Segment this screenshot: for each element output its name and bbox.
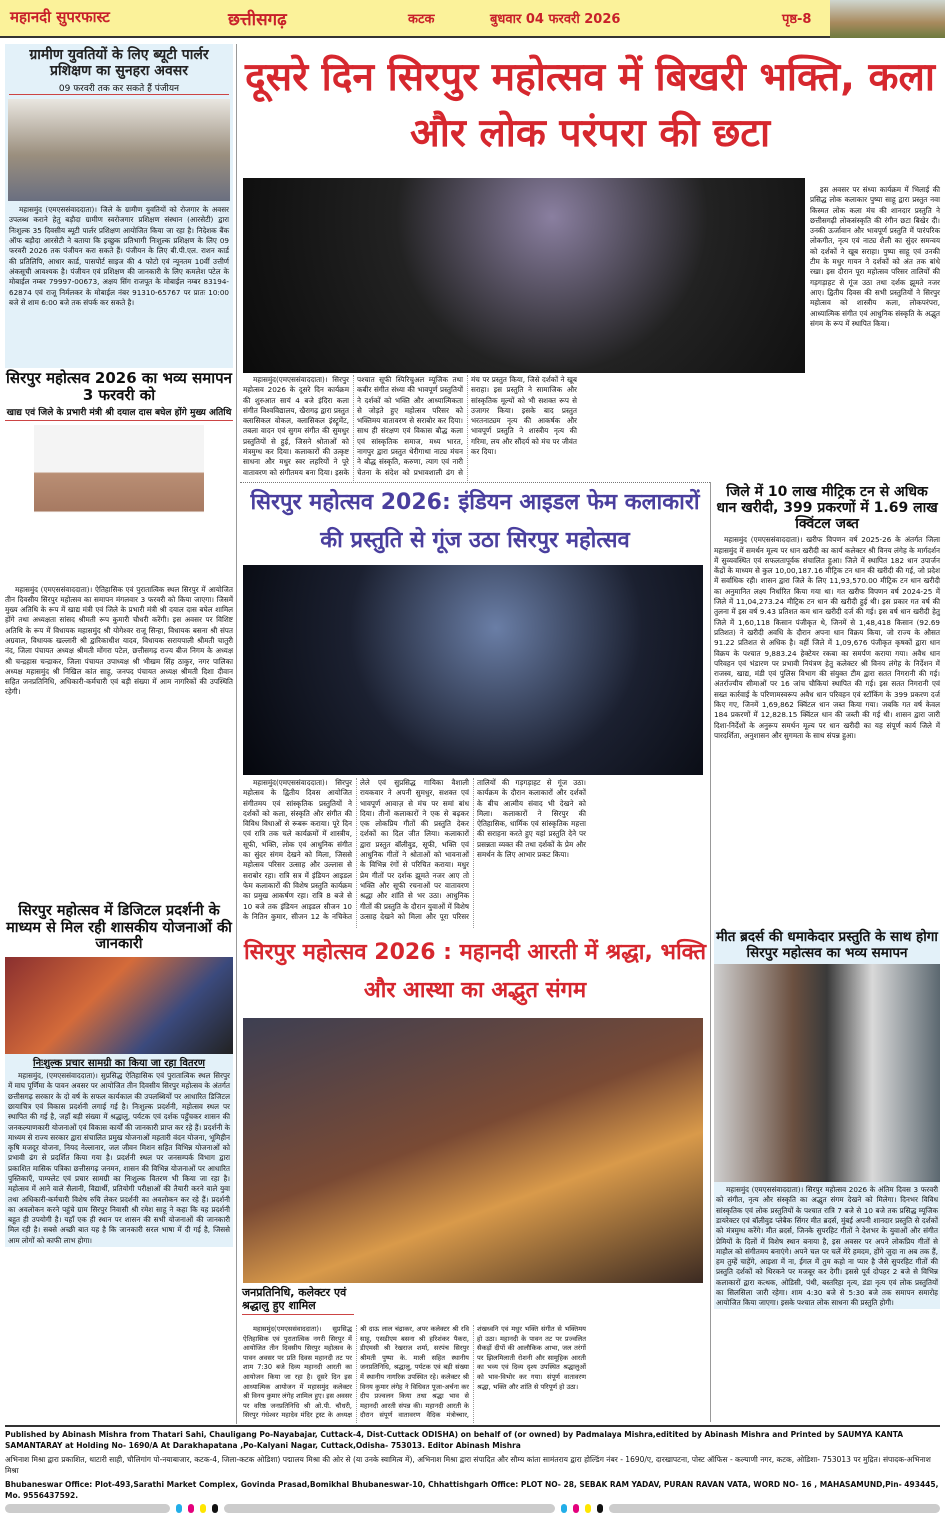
masthead — [0, 0, 945, 38]
headline: सिरपुर महोत्सव 2026 का भव्य समापन 3 फरवरी को — [6, 369, 232, 405]
aarti-photo — [243, 1018, 703, 1283]
main-article-body: महासमुंद(एमएससंवाददाता)। सिरपुर महोत्सव 2026 के दूसरे दिन कार्यक्रम की शुरुआत सायं 4 बजे इंदिरा कला संगीत विश्वविद्यालय, खैरागढ़ द्वारा प्रस्तुत क्लासिकल वोकल, क्लासिकल इंस्ट्रूमेंट, तबला वादन एवं सुगम संगीत की सुमधुर प्रस्तुतियों से हुई, जिसने श्रोताओं को मंत्रमुग्ध कर दिया। कलाकारों की उत्कृष्ट साधना और मधुर स्वर लहरियों ने पूरे वातावरण को संगीतमय बना दिया। इसके पश्चात सूफी स्पिरिचुअल म्यूजिक तथा कबीर संगीत संध्या की भावपूर्ण प्रस्तुतियों ने दर्शकों को भक्ति और आध्यात्मिकता से जोड़ते हुए महोत्सव परिसर को भक्तिमय वातावरण से सराबोर कर दिया। साथ ही संरक्षण एवं विकास बौद्ध कला एवं सांस्कृतिक समाज, मध्य भारत, नागपुर द्वारा प्रस्तुत थेरीगाथा नाट्य मंचन ने बौद्ध संस्कृति, करुणा, त्याग एवं नारी चेतना के संदेश को प्रभावशाली ढंग से मंच पर प्रस्तुत किया, जिसे दर्शकों ने खूब सराहा। इस प्रस्तुति ने सामाजिक और सांस्कृतिक मूल्यों को भी सशक्त रूप से उजागर किया। इसके बाद प्रस्तुत भरतनाट्यम नृत्य की आकर्षक और भावपूर्ण प्रस्तुति ने शास्त्रीय नृत्य की गरिमा, लय और सौंदर्य को मंच पर जीवंत कर दिया। — [243, 375, 577, 477]
aarti-subheadline: जनप्रतिनिधि, कलेक्टर एवं श्रद्धालु हुए शामिल — [242, 1287, 354, 1315]
imprint-hindi: अभिनाश मिश्रा द्वारा प्रकाशित, थाटारी साही, चौलिगांग पो-नयाबाजार, कटक-4, जिला-कटक ओडिशा) पद्मालय मिश्रा की ओर से (या उनके स्वामित्व में), अभिनाश मिश्रा द्वारा संपादित और सौम्य कांता सामंतराय द्वारा होल्डिंग नंबर - 1690/ए, दारखापटना, पोस्ट ऑफिस - कल्याणी नगर, कटक, ओडिशा- 753013 पर मुद्रित। संपादक-अभिनाश मिश्रा — [5, 1455, 931, 1475]
column-divider — [236, 44, 237, 1424]
stage-performance-photo — [243, 178, 805, 373]
imprint-footer — [5, 1425, 940, 1513]
article-samapan — [5, 370, 233, 698]
headline: मीत ब्रदर्स की धमाकेदार प्रस्तुति के साथ होगा सिरपुर महोत्सव का भव्य समापन — [716, 929, 938, 961]
meet-bros-photo — [714, 964, 940, 1182]
headline: सिरपुर महोत्सव में डिजिटल प्रदर्शनी के माध्यम से मिल रही शासकीय योजनाओं की जानकारी — [6, 903, 232, 953]
article-paddy-procurement — [714, 484, 940, 741]
main-side-column: इस अवसर पर संध्या कार्यक्रम में भिलाई की प्रसिद्ध लोक कलाकार पुष्पा साहू द्वारा प्रस्तुत नवा किस्मत लोक कला मंच की शानदार प्रस्तुति ने छत्तीसगढ़ी लोकसंस्कृति की रंगीन छटा बिखेर दी। उनकी ऊर्जावान और भावपूर्ण प्रस्तुति में पारंपरिक लोकगीत, नृत्य एवं नाट्य शैली का सुंदर समन्वय को दर्शकों ने खूब सराहा। पुष्पा साहू एवं उनकी टीम के मधुर गायन ने दर्शकों को अंत तक बांधे रखा। इस दौरान पूरा महोत्सव परिसर तालियों की गड़गड़ाहट से गूंज उठा तथा दर्शक झूमते नजर आए। द्वितीय दिवस की सभी प्रस्तुतियों ने सिरपुर महोत्सव को शास्त्रीय कला, लोकपरंपरा, आध्यात्मिक संगीत एवं आधुनिक संस्कृति के अद्भुत संगम के रूप में स्थापित किया। — [810, 185, 940, 328]
registration-bar — [5, 1504, 940, 1513]
exhibition-photo — [5, 957, 233, 1054]
article-body: महासमुंद (एमएससंवाददाता)। ऐतिहासिक एवं पुरातात्विक स्थल सिरपुर में आयोजित तीन दिवसीय सिरपुर महोत्सव का समापन मंगलवार 3 फरवरी को किया जाएगा। जिसमें मुख्य अतिथि के रूप में खाद्य मंत्री एवं जिले के प्रभारी मंत्री श्री दयाल दास बघेल शामिल होंगे तथा अध्यक्षता सांसद श्रीमती रूप कुमारी चौधरी करेंगी। इस अवसर पर विशिष्ट अतिथि के रूप में विधायक महासमुंद श्री योगेश्वर राजू सिन्हा, विधायक बसना श्री संपत अग्रवाल, विधायक खल्लारी श्री द्वारिकाधीश यादव, विधायक सरायपाली श्रीमती चातुरी नंद, जिला पंचायत अध्यक्ष श्रीमती मोंगरा पटेल, छत्तीसगढ़ राज्य बीज निगम के अध्यक्ष श्री चन्द्रहास चन्द्राकर, जिला पंचायत उपाध्यक्ष श्री भीखम सिंह ठाकुर, नगर पालिका अध्यक्ष महासमुंद श्री निखिल कांत साहू, जनपद पंचायत अध्यक्ष श्रीमती दिशा दीवान सहित जनप्रतिनिधि, अधिकारी-कर्मचारी एवं बड़ी संख्या में आम नागरिकों की उपस्थिति रहेगी। — [5, 584, 233, 697]
article-body: महासमुंद (एमएससंवाददाता)। जिले के ग्रामीण युवतियों को रोजगार के अवसर उपलब्ध कराने हेतु बड़ौदा ग्रामीण स्वरोजगार प्रशिक्षण संस्थान (आरसेटी) द्वारा निःशुल्क 35 दिवसीय ब्यूटी पार्लर प्रशिक्षण आयोजित किया जा रहा है। निदेशक बैंक ऑफ बड़ौदा आरसेटी ने बताया कि इच्छुक प्रतिभागी निःशुल्क प्रशिक्षण के लिए 09 फरवरी 2026 तक पंजीयन करा सकते हैं। पंजीयन के लिए बी.पी.एल. राशन कार्ड की प्रतिलिपि, आधार कार्ड, पासपोर्ट साइज की 4 फोटो एवं न्यूनतम 10वीं उत्तीर्ण अंकसूची आवश्यक है। पंजीयन एवं प्रशिक्षण की जानकारी के लिए कमलेश पटेल के मोबाईल नम्बर 79997-00673, अक्षय सिंग राजपूत के मोबाईल नम्बर 83194-62874 एवं राजू निर्मलकर के मोबाईल नंबर 91310-65767 पर प्रातः 10:00 बजे से शाम 6:00 बजे तक संपर्क कर सकते है। — [9, 205, 229, 307]
subheadline: 09 फरवरी तक कर सकते हैं पंजीयन — [9, 81, 229, 95]
paper-name: महानदी सुपरफास्ट — [10, 8, 110, 26]
edition-name: छत्तीसगढ़ — [228, 10, 287, 30]
aarti-headline: सिरपुर महोत्सव 2026 : महानदी आरती में श्रद्धा, भक्ति और आस्था का अद्भुत संगम — [243, 940, 706, 1003]
imprint-english: Published by Abinash Mishra from Thatari Sahi, Chauligang Po-Nayabajar, Cuttack-4, Dist-Cuttack ODISHA) on behalf of (or owned) by Padmalaya Mishra,editited by Abinash Mishra and Printed by SAUMYA KANTA SAMANTARAY at Holding No- 1690/A At Darakhapatana ,Po-Kalyani Nagar, Cuttack,Odisha- 753013. Editor Abinash Mishra — [5, 1430, 904, 1450]
idol-article-body: महासमुंद(एमएससंवाददाता)। सिरपुर महोत्सव के द्वितीय दिवस आयोजित संगीतमय एवं सांस्कृतिक प्रस्तुतियों ने दर्शकों को कला, संस्कृति और संगीत की विविध विधाओं से रूबरू कराया। पूरे दिन एवं रात्रि तक चले कार्यक्रमों में शास्त्रीय, सूफी, भक्ति, लोक एवं आधुनिक संगीत का सुंदर संगम देखने को मिला, जिससे महोत्सव परिसर उत्साह और उल्लास से सराबोर रहा। रात्रि सत्र में इंडियन आइडल फेम कलाकारों की विशेष प्रस्तुति कार्यक्रम का प्रमुख आकर्षण रहा। रात्रि 8 बजे से 10 बजे तक इंडियन आइडल सीजन 10 के नितिन कुमार, सीजन 12 के नचिकेत लेले एवं सुप्रसिद्ध गायिका वैशाली रायकवार ने अपनी सुमधुर, सशक्त एवं भावपूर्ण आवाज़ से मंच पर समां बांध दिया। तीनों कलाकारों ने एक से बढ़कर एक लोकप्रिय गीतों की प्रस्तुति देकर दर्शकों का दिल जीत लिया। कलाकारों द्वारा प्रस्तुत बॉलीवुड, सूफी, भक्ति एवं आधुनिक गीतों ने श्रोताओं को भावनाओं के विभिन्न रंगों से परिचित कराया। मधुर प्रेम गीतों पर दर्शक झूमते नजर आए तो भक्ति और सूफी रचनाओं पर वातावरण श्रद्धा और शांति से भर उठा। आधुनिक गीतों की प्रस्तुति के दौरान युवाओं में विशेष उत्साह देखने को मिला और पूरा परिसर तालियों की गड़गड़ाहट से गूंज उठा। कार्यक्रम के दौरान कलाकारों और दर्शकों के बीच आत्मीय संवाद भी देखने को मिला। कलाकारों ने सिरपुर की ऐतिहासिक, धार्मिक एवं सांस्कृतिक महत्ता की सराहना करते हुए यहां प्रस्तुति देने पर प्रसन्नता व्यक्त की तथा दर्शकों के प्रेम और समर्थन के लिए आभार प्रकट किया। — [243, 778, 586, 921]
training-photo — [8, 99, 230, 201]
page-number: पृष्ठ-8 — [782, 12, 812, 27]
article-digital-exhibition — [5, 903, 233, 1247]
date: बुधवार 04 फरवरी 2026 — [490, 12, 621, 27]
temple-image — [830, 0, 945, 38]
headline: ग्रामीण युवतियों के लिए ब्यूटी पार्लर प्रशिक्षण का सुनहरा अवसर — [29, 47, 209, 80]
article-body: महासमुंद (एमएससंवाददाता)। सिरपुर महोत्सव 2026 के अंतिम दिवस 3 फरवरी को संगीत, नृत्य और संस्कृति का अद्भुत संगम देखने को मिलेगा। दिनभर विविध सांस्कृतिक एवं लोक प्रस्तुतियों के पश्चात रात्रि 7 बजे से 10 बजे तक प्रसिद्ध म्यूजिक डायरेक्टर एवं बॉलीवुड प्लेबैक सिंगर मीत ब्रदर्स, मुंबई अपनी शानदार प्रस्तुति से दर्शकों को मंत्रमुग्ध करेंगे। मीत ब्रदर्स, जिनके सुपरहिट गीतों ने देशभर के युवाओं और संगीत प्रेमियों के दिलों में विशेष स्थान बनाया है, इस अवसर पर अपने लोकप्रिय गीतों से माहौल को संगीतमय बनाएंगे। अपने चल पर चलें मेरे हमदम, होंगे जुदा ना अब तक हैं, हम तुम्हें चाहेंगे, आइशा में ना, ईगल में तुम कहो ना प्यार है जैसे सुपरहिट गीतों की प्रस्तुति दर्शकों को थिरकने पर मजबूर कर देगी। इससे पूर्व दोपहर 2 बजे से विभिन्न कलाकारों द्वारा कत्थक, ओडिसी, पंथी, बस्तरिहा नृत्य, डंडा नृत्य एवं लोक प्रस्तुतियों का सिलसिला जारी रहेगा। शाम 4:30 बजे से 5:30 बजे तक समापन समारोह आयोजित किया जाएगा। इसके पश्चात लोक साधना की प्रस्तुति होगी। — [716, 1185, 938, 1308]
article-beauty-parlour — [5, 44, 233, 368]
office-addresses: Bhubaneswar Office: Plot-493,Sarathi Market Complex, Govinda Prasad,Bomikhal Bhubaneswar-10, Chhattishgarh Office: PLOT NO- 28, SEBAK RAM YADAV, PURAN RAVAN VATA, WORD NO- 16 , MAHASAMUND,Pin- 493445, Mo. 9556437592. — [5, 1480, 939, 1500]
city: कटक — [408, 12, 435, 27]
idol-headline: सिरपुर महोत्सव 2026: इंडियन आइडल फेम कलाकारों की प्रस्तुति से गूंज उठा सिरपुर महोत्सव — [250, 490, 700, 553]
article-meet-bros — [714, 930, 940, 1309]
main-headline: दूसरे दिन सिरपुर महोत्सव में बिखरी भक्ति, कला और लोक परंपरा की छटा — [245, 55, 935, 156]
subheadline: खाद्य एवं जिले के प्रभारी मंत्री श्री दयाल दास बघेल होंगे मुख्य अतिथि — [5, 405, 233, 421]
photo-caption: निःशुल्क प्रचार सामग्री का किया जा रहा वितरण — [5, 1054, 233, 1070]
column-divider — [710, 482, 711, 1422]
minister-portrait — [34, 425, 204, 581]
article-body: महासमुंद (एमएससंवाददाता)। खरीफ विपणन वर्ष 2025-26 के अंतर्गत जिला महासमुंद में समर्थन मूल्य पर धान खरीदी का कार्य कलेक्टर श्री विनय लंगेह के मार्गदर्शन में सुव्यवस्थित एवं सफलतापूर्वक संचालित हुआ। जिले में स्थापित 182 धान उपार्जन केंद्रों के माध्यम से कुल 10,00,187.16 मीट्रिक टन धान की खरीदी की गई, जो प्रदेश में सर्वाधिक रही। शासन द्वारा जिले के लिए 11,93,570.00 मीट्रिक टन धान खरीदी का अनुमानित लक्ष्य निर्धारित किया गया था। गत खरीफ विपणन वर्ष 2024-25 में जिले में 11,04,273.24 मीट्रिक टन धान की खरीदी हुई थी। इस प्रकार गत वर्ष की तुलना में इस वर्ष 9.43 प्रतिशत कम धान खरीदी दर्ज की गई। इस वर्ष धान खरीदी हेतु जिले में 1,60,118 किसान पंजीकृत थे, जिनमें से 1,48,418 किसान (92.69 प्रतिशत) ने खरीदी अवधि के दौरान अपना धान विक्रय किया, जो राज्य के औसत 91.22 प्रतिशत से अधिक है। वहीं जिले में 1,09,676 पंजीकृत कृषकों द्वारा धान विक्रय के पश्चात 9,883.24 हेक्टेयर रकबा का समर्पण कराया गया। अवैध धान परिवहन एवं भंडारण पर प्रभावी नियंत्रण हेतु कलेक्टर श्री विनय लंगेह के निर्देशन में राजस्व, खाद्य, मंडी एवं पुलिस विभाग की संयुक्त टीम द्वारा सतत निगरानी की गई। अंतर्राज्यीय सीमाओं पर 16 जांच चौकियां स्थापित की गई। इस सतत निगरानी एवं सख्त कार्रवाई के परिणामस्वरूप अवैध धान परिवहन एवं स्टॉकिंग के 399 प्रकरण दर्ज किए गए, जिनमें 1,69,862 क्विंटल धान जब्त किया गया। जबकि गत वर्ष केवल 184 प्रकरणों में 12,828.15 क्विंटल धान की जब्ती की गई थी। शासन द्वारा जारी दिशा-निर्देशों के अनुरूप समर्थन मूल्य पर धान खरीदी का यह संपूर्ण कार्य जिले में पारदर्शिता, अनुशासन और सुगमता के साथ संपन्न हुआ। — [714, 535, 940, 740]
article-body: महासमुंद, (एमएससंवाददाता)। सुप्रसिद्ध ऐतिहासिक एवं पुरातात्विक स्थल सिरपुर में माघ पूर्णिमा के पावन अवसर पर आयोजित तीन दिवसीय सिरपुर महोत्सव के अंतर्गत छत्तीसगढ़ सरकार के दो वर्ष के सफल कार्यकाल की उपलब्धियों पर आधारित डिजिटल छायाचित्र एवं विकास प्रदर्शनी लगाई गई है। निःशुल्क प्रदर्शनी, महोत्सव स्थल पर स्थापित की गई है, जहाँ बड़ी संख्या में श्रद्धालु, पर्यटक एवं दर्शक पहुँचकर शासन की जनकल्याणकारी योजनाओं एवं विकास कार्यों की जानकारी प्राप्त कर रहे हैं। प्रदर्शनी के माध्यम से राज्य सरकार द्वारा संचालित प्रमुख योजनाओं महतारी वंदन योजना, भूमिहीन कृषि मजदूर योजना, नियद नेल्लानार, जल जीवन मिशन सहित विभिन्न योजनाओं को प्रभावी ढंग से प्रदर्शित किया गया है। प्रदर्शनी स्थल पर जनसम्पर्क विभाग द्वारा प्रकाशित मासिक पत्रिका छत्तीसगढ़ जनमन, शासन की विभिन्न योजनाओं पर आधारित पुस्तिकाएँ, पाम्फ्लेट एवं प्रचार सामग्री का निःशुल्क वितरण भी किया जा रहा है। महोत्सव में आने वाले सैलानी, विद्यार्थी, प्रतियोगी परीक्षाओं की तैयारी करने वाले युवा तथा अधिकारी-कर्मचारी विशेष रुचि लेकर प्रदर्शनी का अवलोकन कर रहे हैं। प्रदर्शनी का अवलोकन करने पहुंचे ग्राम सिरपुर निवासी श्री रमेश साहू ने कहा कि यह प्रदर्शनी बहुत ही उपयोगी है। यहाँ एक ही स्थान पर शासन की सभी योजनाओं की जानकारी मिल रही है। सबसे अच्छी बात यह है कि जानकारी सरल भाषा में दी गई है, जिससे आम लोगों को काफी लाभ होगा। — [5, 1070, 233, 1247]
singer-photo — [243, 565, 703, 775]
aarti-article-body: महासमुंद(एमएससंवाददाता)। सुप्रसिद्ध ऐतिहासिक एवं पुरातात्विक नगरी सिरपुर में आयोजित तीन दिवसीय सिरपुर महोत्सव के पावन अवसर पर प्रति दिवस महानदी तट पर शाम 7:30 बजे दिव्य महानदी आरती का आयोजन किया जा रहा है। दूसरे दिन इस आध्यात्मिक आयोजन में महासमुंद कलेक्टर श्री विनय कुमार लंगेह शामिल हुए। इस अवसर पर वरिष्ठ जनप्रतिनिधि श्री ओ.पी. चौधरी, सिरपुर गंधेश्वर महादेव मंदिर ट्रस्ट के अध्यक्ष श्री दाऊ लाल चंद्राकर, अपर कलेक्टर श्री रवि साहू, एसडीएम बसना श्री हरिशंकर पैकरा, डीएमसी श्री रेखराज शर्मा, सरपंच सिरपुर श्रीमती पुष्पा के. माली सहित स्थानीय जनप्रतिनिधि, श्रद्धालु, पर्यटक एवं बड़ी संख्या में स्थानीय नागरिक उपस्थित रहे। कलेक्टर श्री विनय कुमार लंगेह ने विधिवत पूजा-अर्चना कर दीप प्रज्वलन किया तथा श्रद्धा भाव से महानदी आरती संपन्न की। महानदी आरती के दौरान संपूर्ण वातावरण वैदिक मंत्रोच्चार, शंखध्वनि एवं मधुर भक्ति संगीत से भक्तिमय हो उठा। महानदी के पावन तट पर प्रज्वलित सैकड़ों दीपों की आलौकिक आभा, जल तरंगों पर झिलमिलाती रोशनी और सामूहिक आरती का भव्य एवं दिव्य दृश्य उपस्थित श्रद्धालुओं को भाव-विभोर कर गया। संपूर्ण वातावरण श्रद्धा, भक्ति और शांति से परिपूर्ण हो उठा। — [243, 1325, 586, 1420]
headline: जिले में 10 लाख मीट्रिक टन से अधिक धान खरीदी, 399 प्रकरणों में 1.69 लाख क्विंटल जब्त — [716, 484, 938, 533]
